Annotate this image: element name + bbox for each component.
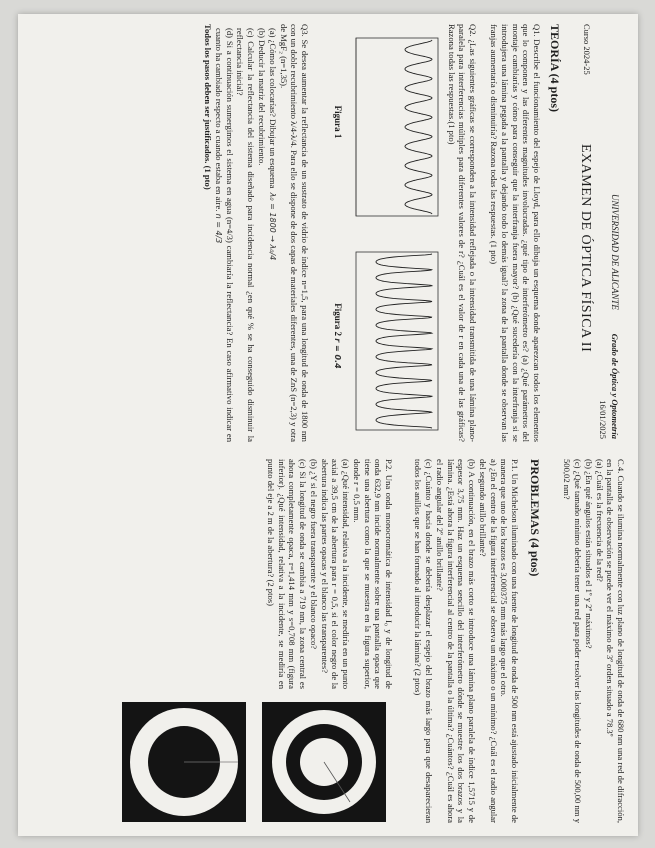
question-q3-a-handwritten-note: λ₀ = 1800 → λ₀/4 <box>267 192 277 261</box>
rotated-page-content <box>18 14 638 836</box>
problem-p2-intro: P.2. Una onda monocromática de intensidad I₀ y de longitud de onda 632,9 nm incide normalmente sobre una pantalla opaca que tiene una abertura como la que se muestra en la figura superior, donde r = 0,5 mm. <box>351 459 394 689</box>
problem-p1 <box>413 459 520 823</box>
aperture-figure-round <box>115 699 248 825</box>
question-q3-d-handwritten-note: n = 4/3 <box>213 213 223 244</box>
figure-1 <box>333 24 442 220</box>
university-name: UNIVERSIDAD DE ALICANTE <box>610 194 620 310</box>
exam-sheet <box>18 14 638 836</box>
aperture-figure-round-drawing <box>118 699 248 825</box>
question-q3-d-text: (d) Si a continuación sumergimos el sistema en agua (n=4/3) cambiaría la reflectancia? En caso afirmativo indicar en cuanto ha cambiado respecto a cuando estaba en aire. <box>213 28 235 442</box>
question-q3-b: (b) Deducir la matriz del recubrimiento. <box>256 28 267 166</box>
figure-2-wave <box>376 254 432 428</box>
figure-1-plot <box>346 24 442 220</box>
problem-p1-intro: P.1. Un Michelson iluminado con una fuente de longitud de onda de 500 nm está ajustado inicialmente de manera que uno de los brazos es 3,000375 mm más largo que el otro. <box>499 459 520 823</box>
question-q1: Q1. Describe el funcionamiento del espejo de Lloyd, para ello dibuja un esquema donde aparezcan todos los elementos que lo componen y las diferentes magnitudes involucradas. ¿qué tipo de interferómetro es? (a) ¿Qué parámetros del montaje cambiarías y cómo para conseguir que la interfranja fuera mayor? (b) ¿Qué sucedería con la interfranja si se introdujera una lámina pegada a la pantalla y dejando todo lo demás igual? la zona de la pantalla donde se observan las franjas aumentaría o disminuiría? Razona todas las respuestas. (1 pto) <box>489 24 542 442</box>
figure-2-label <box>332 238 343 434</box>
figure-2 <box>333 238 442 434</box>
question-q3-d <box>213 28 235 442</box>
aperture-figure-square <box>254 699 394 825</box>
figures-row <box>332 24 442 444</box>
question-c4-b: (b) ¿En qué ángulos están situados el 1º y 2º máximos? <box>583 459 594 649</box>
problem-p2-b: (b) ¿Y si el negro fuera transparente y el blanco opaco? <box>308 459 319 650</box>
question-c4 <box>562 459 626 823</box>
problem-p2-c: (c) Si la longitud de onda se cambia a 719 nm, la zona central es ahora completamente opaca, r=1,414 mm y s=0,708 mm (figura inferior). ¿Qué intensidad, relativa a la incidente, se mediría en punto del eje a 2 m de la abertura? (2 ptos) <box>265 459 309 689</box>
problem-p2 <box>265 459 394 689</box>
right-column <box>30 459 626 827</box>
left-column <box>30 24 626 444</box>
question-q3-c: (c) Calcular la reflectancia del sistema diseñado para incidencia normal ¿en qué % se ha conseguido disminuir la reflectancia inicial? <box>235 28 257 442</box>
problem-p1-c: (c) ¿Cuánto y hacia donde se debería desplazar el espejo del brazo más largo para que desaparecieran todos los anillos que se han formado al introducir la lámina? (2 ptos) <box>413 459 435 823</box>
section-heading-problemas: PROBLEMAS (4 ptos) <box>528 459 542 577</box>
section-heading-teoria: TEORÍA (4 ptos) <box>548 24 562 113</box>
figure-2-label-text: Figura 2 <box>333 303 344 337</box>
figure-1-wave <box>405 40 432 214</box>
fig1wave-line <box>405 40 432 214</box>
course-year: Curso 2024-25 <box>582 24 592 75</box>
exam-date: 16/01/2025 <box>598 400 608 439</box>
question-q3-intro: Q3. Se desea aumentar la reflectancia de un sustrato de vidrio de índice n=1,5, para una longitud de onda de 1800 nm con un doble recubrimiento λ/4-λ/4. Para ello se dispone de dos capas de materiales diferentes, una de ZnS (n=2,3) y otra de MgF₂ (n=1,35). <box>278 24 310 442</box>
question-q3 <box>202 24 310 442</box>
question-c4-c: (c) ¿Qué tamaño mínimo debería tener una red para poder resolver las longitudes de onda de 500,00 nm y 500,02 nm? <box>562 459 584 823</box>
justification-note: Todos los pasos deben ser justificados. (1 pto) <box>202 24 213 190</box>
figure-2-handwritten-note: r = 0.4 <box>333 338 343 369</box>
problem-p1-a: a) ¿En el centro de la figura interferencial se observa un máximo o un mínimo? ¿Cuál es el radio angular del segundo anillo brillante? <box>477 459 499 823</box>
degree-name: Grado de Óptica y Optometría <box>610 333 620 439</box>
figure-2-plot <box>346 238 442 434</box>
question-q2: Q2. ¿Las siguientes gráficas se corresponden a la intensidad reflejada o la intensidad transmitida de una lámina plano-paralela para interferencias múltiples para diferentes valores de r? ¿Cuál es el valor de r en cada una de las gráficas? Razona todas las respuestas.(1 pto) <box>446 24 478 442</box>
fig2wave-line <box>376 254 432 428</box>
figure-1-label: Figura 1 <box>333 105 344 139</box>
question-c4-text: C.4. Cuando se ilumina normalmente con luz plano de longitud de onda de 680 nm una red de difracción, en la pantalla de observación se puede ver el máximo de 3º orden situado a 78.3º <box>605 459 626 823</box>
problem-p1-b: (b) A continuación, en el brazo más corto se introduce una lámina plano paralela de índice 1,5715 y de espesor 3,75 mm. Haz un esquema sencillo del interferómetro dónde se muestre los dos brazos y la lámina. ¿Está ahora la figura interferencial al centro de la pantalla o la última? ¿Cuántos? ¿Cuál es ahora el radio angular del 2º anillo brillante? <box>434 459 478 823</box>
exam-title: EXAMEN DE ÓPTICA FÍSICA II <box>578 144 593 353</box>
aperture-figure-square-drawing <box>254 699 394 825</box>
question-q3-a-text: (a) ¿Cómo las colocarías? Dibujar un esquema <box>267 28 278 189</box>
question-q3-a <box>267 28 278 442</box>
question-c4-a: (a) ¿Cuál es la frecuencia de la red? <box>594 459 605 582</box>
problem-p2-a: (a) ¿Qué intensidad, relativa a la incidente, se mediría en un punto axial a 39,5 cm de la abertura para r = 0,5, si el color negro de la abertura indica las partes opacas y el blanco las transparentes? <box>319 459 352 689</box>
